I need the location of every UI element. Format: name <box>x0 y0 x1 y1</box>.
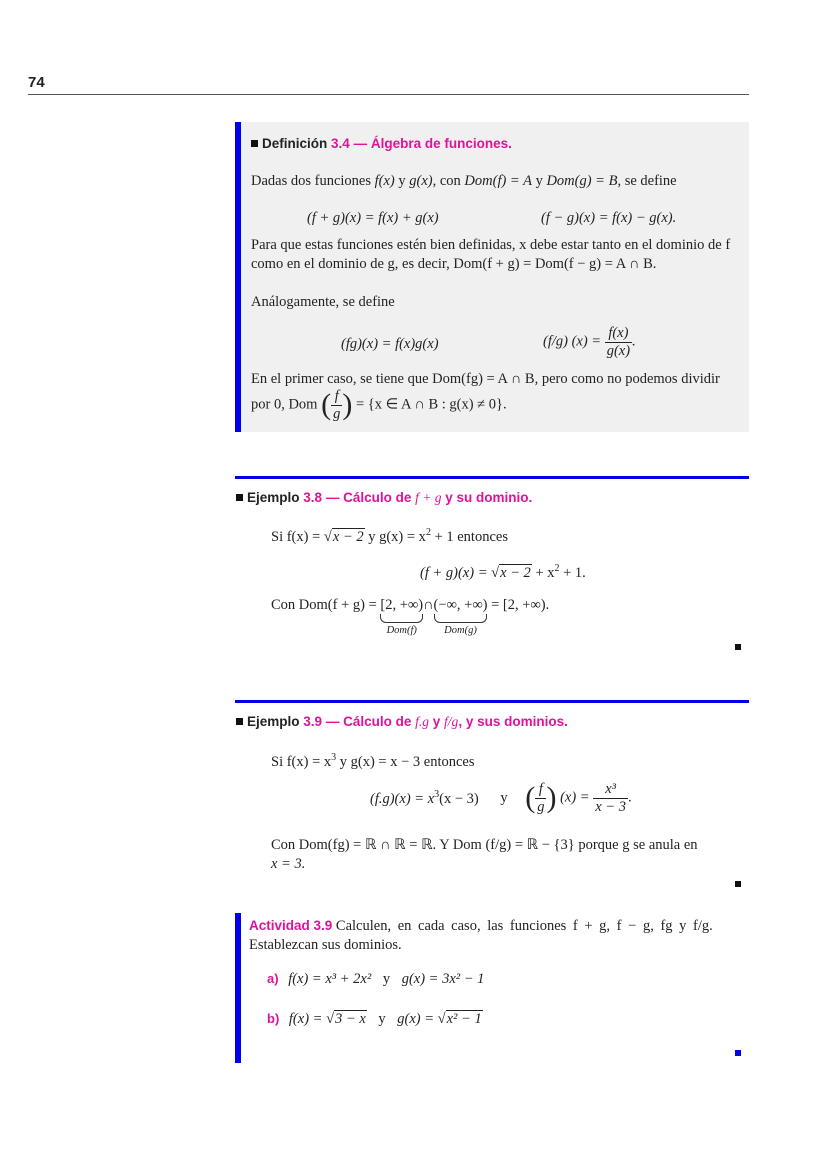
definition-para2-line2: por 0, Dom ( $\frac{f}{g}$ ) = {x ∈ A ∩ B : g(x) ≠ 0}. <box>251 388 507 422</box>
definition-label: Definición <box>262 136 328 151</box>
bullet-square-icon <box>236 718 243 725</box>
header-rule <box>28 94 749 95</box>
definition-para2-line1: En el primer caso, se tiene que Dom(fg) = A ∩ B, pero como no podemos dividir <box>251 371 720 387</box>
definition-para1-line2: como en el dominio de g, es decir, Dom(f + g) = Dom(f − g) = A ∩ B. <box>251 256 657 272</box>
end-of-example-icon <box>735 881 741 887</box>
formula-difference: (f − g)(x) = f(x) − g(x). <box>541 210 677 226</box>
page-number: 74 <box>28 74 45 91</box>
example2-domain-line2: x = 3. <box>271 856 306 872</box>
activity-item-b: b) f(x) = √3 − x y g(x) = √x² − 1 <box>267 1011 482 1027</box>
activity-line1: Actividad 3.9 Calculen, en cada caso, las funciones f + g, f − g, fg y f/g. <box>249 918 713 934</box>
example1-top-rule <box>235 476 749 479</box>
formula-product: (fg)(x) = f(x)g(x) <box>341 336 439 352</box>
definition-para1-line1: Para que estas funciones estén bien definidas, x debe estar tanto en el dominio de f <box>251 237 731 253</box>
activity-line2: Establezcan sus dominios. <box>249 937 402 953</box>
bullet-square-icon <box>236 494 243 501</box>
brace-dom-f: [2, +∞) Dom(f) <box>380 597 424 636</box>
brace-dom-g: (−∞, +∞) Dom(g) <box>433 597 488 636</box>
example1-formula: $(f + g)(x) = √x - 2 + x^2 + 1$. <box>420 563 586 581</box>
example2-title: Ejemplo 3.9 — Cálculo de f.g y f/g, y sus dominios. <box>236 714 568 730</box>
example2-domain-line1: Con Dom(fg) = ℝ ∩ ℝ = ℝ. Y Dom (f/g) = ℝ − {3} porque g se anula en <box>271 837 698 853</box>
end-of-example-icon <box>735 644 741 650</box>
activity-bar <box>235 913 241 1063</box>
example2-top-rule <box>235 700 749 703</box>
definition-intro: Dadas dos funciones f(x) y g(x), con Dom(f) = A y Dom(g) = B, se define <box>251 173 677 189</box>
definition-number: 3.4 <box>331 136 350 151</box>
formula-quotient: (f/g) (x) = $\frac{f(x)}{g(x)}$ . <box>543 325 636 359</box>
bullet-square-icon <box>251 140 258 147</box>
example1-domain: Con Dom(f + g) = [2, +∞) Dom(f) ∩(−∞, +∞) Dom(g) = [2, +∞). <box>271 597 550 636</box>
example2-line1: Si $f(x) = x^3$ y g(x) = x − 3 entonces <box>271 752 475 770</box>
activity-item-a: a) f(x) = x³ + 2x² y g(x) = 3x² − 1 <box>267 971 485 987</box>
example1-line1: Si f(x) = √x − 2 y $g(x) = x^2 + 1$ entonces <box>271 527 508 545</box>
definition-box <box>235 122 749 432</box>
end-of-activity-icon <box>735 1050 741 1056</box>
formula-sum: (f + g)(x) = f(x) + g(x) <box>307 210 439 226</box>
definition-heading: — Álgebra de funciones. <box>353 136 512 151</box>
definition-analog: Análogamente, se define <box>251 294 395 310</box>
example1-title: Ejemplo 3.8 — Cálculo de f + g y su dominio. <box>236 490 532 506</box>
definition-title <box>251 136 512 151</box>
example2-formula: $(f.g)(x) = x^3(x - 3)$ y ( $\frac{f}{g}$ ) (x) = $\frac{\text{x³}}{x - 3}$ . <box>370 781 632 815</box>
